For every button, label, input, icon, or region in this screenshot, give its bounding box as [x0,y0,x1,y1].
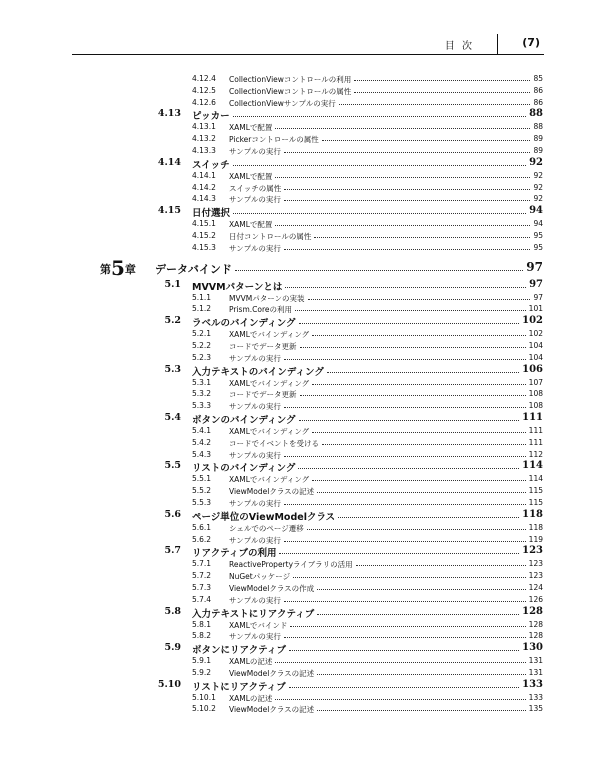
entry-title: 入力テキストにリアクティブ [192,608,315,620]
entry-number: 4.15.3 [192,242,216,252]
dot-leader [284,152,531,153]
entry-title: ページ単位のViewModelクラス [192,511,336,523]
entry-title: ボタンにリアクティブ [192,645,286,657]
toc-subsection-entry[interactable] [0,557,599,569]
toc-subsection-entry[interactable] [0,181,599,193]
toc-subsection-entry[interactable] [0,120,599,132]
toc-section-entry[interactable] [0,641,599,657]
dot-leader [298,468,519,469]
entry-page-number: 94 [529,205,543,217]
entry-page-number: 97 [526,259,543,274]
entry-number: 5.9 [164,642,181,654]
toc-subsection-entry[interactable] [0,569,599,581]
entry-page-number: 88 [529,108,543,120]
entry-title: コードでデータ更新 [229,390,297,400]
dot-leader [284,456,526,457]
entry-title: ViewModelクラスの作成 [229,583,315,593]
entry-page-number: 123 [522,545,543,557]
entry-title: CollectionViewサンプルの実行 [229,98,336,108]
dot-leader [317,589,526,590]
toc-subsection-entry[interactable] [0,521,599,533]
entry-page-number: 111 [528,425,543,435]
entry-number: 5.1.2 [192,304,212,314]
dot-leader [233,165,526,166]
entry-number: 5.2.3 [192,352,212,362]
dot-leader [235,270,523,271]
toc-subsection-entry[interactable] [0,666,599,678]
entry-page-number: 114 [522,460,543,472]
toc-subsection-entry[interactable] [0,702,599,714]
toc-subsection-entry[interactable] [0,229,599,241]
entry-number: 5.1 [164,278,181,290]
toc-subsection-entry[interactable] [0,387,599,399]
entry-title: CollectionViewコントロールの属性 [229,86,352,96]
entry-title: サンプルの実行 [229,243,281,253]
entry-number: 5.3 [164,363,181,375]
entry-title: ボタンのバインディング [192,414,296,426]
entry-number: 4.13 [157,108,181,120]
entry-page-number: 107 [528,377,543,387]
dot-leader [290,626,525,627]
dot-leader [354,80,530,81]
entry-number: 5.1.1 [192,292,212,302]
entry-title: コードでイベントを受ける [229,438,319,448]
chapter-number [100,256,136,280]
toc-subsection-entry[interactable] [0,327,599,339]
entry-number: 4.14 [157,156,181,168]
entry-title: 日付コントロールの属性 [229,231,312,241]
entry-title: リストにリアクティブ [192,681,286,693]
entry-number: 5.4.3 [192,449,212,459]
entry-title: データバインド [155,262,232,276]
entry-number: 5.2 [164,315,181,327]
entry-title: NuGetパッケージ [229,572,291,582]
entry-page-number: 135 [528,704,543,714]
dot-leader [275,699,525,700]
entry-number: 4.15.2 [192,230,216,240]
entry-page-number: 128 [522,605,543,617]
dot-leader [317,674,526,675]
dot-leader [312,384,526,385]
entry-page-number: 85 [533,74,543,83]
dot-leader [289,687,519,688]
entry-title: サンプルの実行 [229,450,281,460]
toc-subsection-entry[interactable] [0,448,599,460]
toc-subsection-entry[interactable] [0,436,599,448]
entry-title: XAMLで配置 [229,220,273,230]
dot-leader [322,444,526,445]
entry-title: XAMLでバインド [229,620,288,630]
entry-title: 日付選択 [192,208,231,220]
dot-leader [317,710,526,711]
toc-subsection-entry[interactable] [0,84,599,96]
entry-title: XAMLでバインディング [229,330,310,340]
entry-number: 5.6.2 [192,534,212,544]
dot-leader [356,565,526,566]
dot-leader [284,359,526,360]
toc-subsection-entry[interactable] [0,472,599,484]
dot-leader [299,323,520,324]
entry-page-number: 104 [528,352,543,362]
entry-number: 5.5.2 [192,486,212,496]
entry-number: 4.15.1 [192,219,216,229]
entry-title: Pickerコントロールの属性 [229,135,319,145]
dot-leader [284,189,530,190]
toc-subsection-entry[interactable] [0,144,599,156]
dot-leader [284,504,526,505]
toc-section-entry[interactable] [0,459,599,475]
entry-number: 5.4 [164,411,181,423]
entry-number: 5.9.1 [192,656,212,666]
page-header [72,34,544,55]
dot-leader [312,432,526,433]
entry-page-number: 92 [529,156,543,168]
entry-title: スイッチ [192,159,230,171]
toc-subsection-entry[interactable] [0,192,599,204]
toc-section-entry[interactable] [0,204,599,220]
dot-leader [285,287,526,288]
chapter-digit: 5 [111,255,125,280]
entry-page-number: 102 [522,315,543,327]
entry-page-number: 124 [528,582,543,592]
entry-number: 5.3.1 [192,377,212,387]
dot-leader [289,650,519,651]
entry-title: ViewModelクラスの記述 [229,668,315,678]
chapter-prefix: 第 [100,262,111,276]
entry-page-number: 131 [528,656,543,666]
toc-subsection-entry[interactable] [0,593,599,605]
entry-number: 5.2.1 [192,329,212,339]
entry-number: 5.3.2 [192,389,212,399]
entry-page-number: 118 [528,522,543,532]
entry-page-number: 86 [533,97,543,107]
entry-number: 4.14.1 [192,170,216,180]
toc-subsection-entry[interactable] [0,241,599,253]
dot-leader [322,140,531,141]
entry-page-number: 111 [522,411,543,423]
dot-leader [354,92,530,93]
entry-page-number: 133 [528,692,543,702]
entry-page-number: 131 [528,667,543,677]
entry-title: 入力テキストのバインディング [192,366,324,378]
entry-number: 4.13.1 [192,122,216,132]
dot-leader [300,347,526,348]
entry-page-number: 130 [522,642,543,654]
entry-number: 5.8.1 [192,619,212,629]
entry-title: サンプルの実行 [229,595,281,605]
entry-title: リアクティブの利用 [192,548,277,560]
entry-title: XAMLの記述 [229,693,273,703]
entry-title: MVVMパターンの実装 [229,293,305,303]
header-divider [497,34,498,54]
entry-title: サンプルの実行 [229,353,281,363]
dot-leader [327,372,519,373]
entry-title: リストのバインディング [192,463,296,475]
entry-page-number: 95 [533,242,543,252]
entry-title: XAMLでバインディング [229,475,310,485]
entry-title: サンプルの実行 [229,402,281,412]
toc-section-entry[interactable] [0,544,599,560]
entry-page-number: 112 [528,449,543,459]
entry-title: サンプルの実行 [229,146,281,156]
entry-title: サンプルの実行 [229,632,281,642]
entry-number: 5.5.1 [192,474,212,484]
dot-leader [308,299,531,300]
dot-leader [275,177,530,178]
entry-title: Prism.Coreの利用 [229,305,293,315]
entry-number: 5.4.1 [192,425,212,435]
entry-page-number: 108 [528,401,543,411]
dot-leader [284,541,526,542]
entry-title: サンプルの実行 [229,195,281,205]
entry-title: コードでデータ更新 [229,341,297,351]
toc-section-entry[interactable] [0,156,599,169]
toc-subsection-entry[interactable] [0,399,599,411]
entry-title: XAMLで配置 [229,171,273,181]
entry-page-number: 128 [528,619,543,629]
toc-subsection-entry[interactable] [0,302,599,314]
header-title: 目 次 [444,41,474,52]
entry-page-number: 123 [528,559,543,569]
entry-page-number: 97 [533,292,543,302]
entry-number: 5.3.3 [192,401,212,411]
entry-page-number: 128 [528,631,543,641]
entry-title: ピッカー [192,111,230,123]
entry-title: ReactivePropertyライブラリの活用 [229,560,353,570]
dot-leader [284,407,526,408]
entry-title: XAMLで配置 [229,123,273,133]
entry-number: 5.10.1 [192,692,216,702]
dot-leader [293,577,526,578]
toc-subsection-entry[interactable] [0,96,599,108]
entry-number: 4.14.3 [192,194,216,204]
entry-page-number: 115 [528,497,543,507]
dot-leader [279,553,519,554]
entry-number: 5.8.2 [192,631,212,641]
entry-page-number: 126 [528,594,543,604]
entry-title: サンプルの実行 [229,498,281,508]
entry-page-number: 102 [528,329,543,339]
toc-subsection-entry[interactable] [0,629,599,641]
entry-title: ViewModelクラスの記述 [229,705,315,715]
toc-section-entry[interactable] [0,363,599,376]
toc-subsection-entry[interactable] [0,496,599,508]
toc-subsection-entry[interactable] [0,351,599,363]
toc-section-entry[interactable] [0,605,599,618]
dot-leader [312,335,526,336]
entry-title: XAMLの記述 [229,657,273,667]
entry-page-number: 104 [528,340,543,350]
dot-leader [317,492,526,493]
dot-leader [307,529,526,530]
entry-number: 5.7.3 [192,582,212,592]
entry-page-number: 89 [533,145,543,155]
entry-number: 4.12.6 [192,97,216,107]
entry-title: CollectionViewコントロールの利用 [229,75,352,84]
toc-subsection-entry[interactable] [0,217,599,229]
dot-leader [284,249,531,250]
entry-title: ラベルのバインディング [192,318,296,330]
entry-number: 5.10.2 [192,704,216,714]
dot-leader [233,213,526,214]
entry-number: 5.5.3 [192,497,212,507]
toc-section-entry[interactable] [0,278,599,291]
entry-number: 4.14.2 [192,182,216,192]
entry-page-number: 92 [533,182,543,192]
entry-number: 5.6.1 [192,522,212,532]
entry-page-number: 115 [528,486,543,496]
entry-page-number: 114 [528,474,543,484]
dot-leader [338,517,519,518]
toc-subsection-entry[interactable] [0,533,599,545]
entry-number: 5.8 [164,605,181,617]
dot-leader [284,200,531,201]
entry-number: 5.5 [164,460,181,472]
dot-leader [233,116,526,117]
entry-page-number: 92 [533,170,543,180]
entry-number: 5.2.2 [192,340,212,350]
dot-leader [300,395,526,396]
dot-leader [284,601,526,602]
dot-leader [295,310,526,311]
entry-title: ViewModelクラスの記述 [229,487,315,497]
toc-subsection-entry[interactable] [0,72,599,84]
dot-leader [299,420,520,421]
entry-page-number: 95 [533,230,543,240]
toc-chapter-entry[interactable] [0,256,599,278]
toc-subsection-entry[interactable] [0,618,599,630]
toc-subsection-entry[interactable] [0,654,599,666]
toc-section-entry[interactable] [0,411,599,424]
entry-number: 5.7 [164,545,181,557]
toc-subsection-entry[interactable] [0,132,599,144]
entry-number: 5.10 [157,678,181,690]
toc-section-entry[interactable] [0,107,599,123]
toc-subsection-entry[interactable] [0,376,599,388]
header-page-number: (7) [522,36,540,49]
entry-page-number: 118 [522,508,543,520]
toc-subsection-entry[interactable] [0,484,599,496]
toc-subsection-entry[interactable] [0,169,599,181]
entry-number: 5.7.1 [192,559,212,569]
dot-leader [284,637,526,638]
table-of-contents [0,72,599,714]
toc-subsection-entry[interactable] [0,291,599,303]
toc-section-entry[interactable] [0,678,599,691]
entry-title: シェルでのページ遷移 [229,523,304,533]
dot-leader [339,104,531,105]
entry-number: 5.6 [164,508,181,520]
entry-page-number: 108 [528,389,543,399]
entry-page-number: 86 [533,85,543,95]
toc-subsection-entry[interactable] [0,339,599,351]
entry-page-number: 92 [533,194,543,204]
dot-leader [275,662,525,663]
entry-number: 4.12.5 [192,85,216,95]
entry-page-number: 119 [528,534,543,544]
entry-number: 5.4.2 [192,437,212,447]
entry-page-number: 111 [528,437,543,447]
entry-page-number: 97 [529,278,543,290]
dot-leader [317,614,519,615]
entry-number: 4.13.2 [192,134,216,144]
entry-number: 5.9.2 [192,667,212,677]
entry-page-number: 89 [533,134,543,144]
dot-leader [312,480,526,481]
entry-page-number: 133 [522,678,543,690]
entry-page-number: 94 [533,219,543,229]
entry-page-number: 101 [528,304,543,314]
toc-section-entry[interactable] [0,508,599,521]
toc-section-entry[interactable] [0,314,599,330]
entry-page-number: 88 [533,122,543,132]
entry-number: 5.7.2 [192,571,212,581]
toc-subsection-entry[interactable] [0,691,599,703]
dot-leader [275,128,530,129]
toc-subsection-entry[interactable] [0,424,599,436]
entry-number: 4.12.4 [192,74,216,83]
dot-leader [314,237,530,238]
toc-subsection-entry[interactable] [0,581,599,593]
entry-number: 4.13.3 [192,145,216,155]
dot-leader [275,225,530,226]
entry-page-number: 106 [522,363,543,375]
entry-title: XAMLでバインディング [229,378,310,388]
entry-title: サンプルの実行 [229,535,281,545]
entry-number: 5.7.4 [192,594,212,604]
entry-title: XAMLでバインディング [229,426,310,436]
chapter-suffix: 章 [124,262,136,276]
entry-number: 4.15 [157,205,181,217]
entry-title: MVVMパターンとは [192,281,283,293]
entry-page-number: 123 [528,571,543,581]
entry-title: スイッチの属性 [229,183,282,193]
